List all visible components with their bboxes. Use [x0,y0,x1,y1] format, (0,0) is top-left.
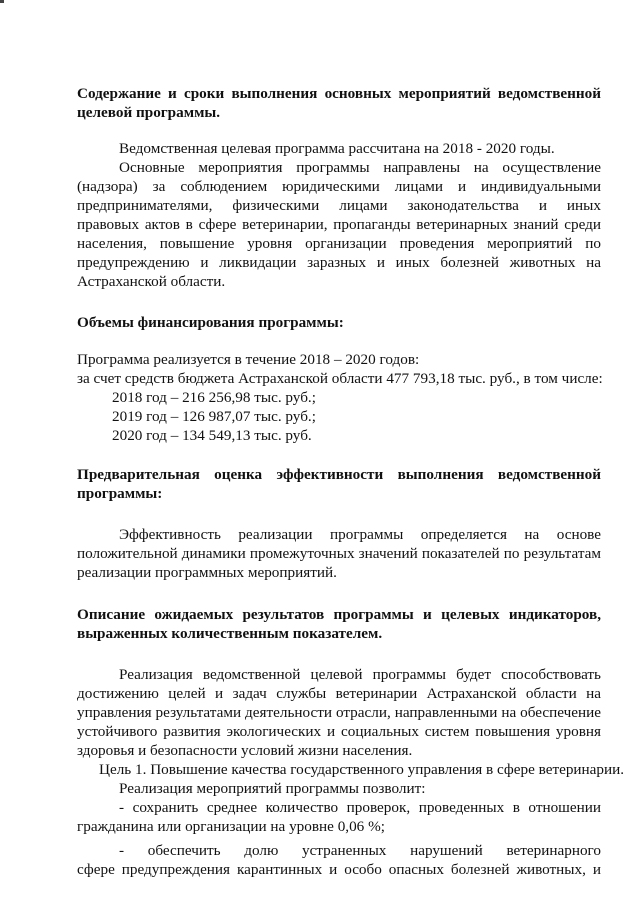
measures-line-6: предупреждению и ликвидации заразных и иных болезней животных на [77,254,601,271]
financing-year-2018: 2018 год – 216 256,98 тыс. руб.; [112,389,316,406]
heading-contents-line-1: Содержание и сроки выполнения основных мероприятий ведомственной [77,85,601,102]
heading-assessment-line-2: программы: [77,485,163,502]
measures-line-1: Основные мероприятия программы направлены на осуществление [119,159,601,176]
scan-corner-mark [0,0,4,3]
financing-period-line: Программа реализуется в течение 2018 – 2020 годов: [77,351,420,368]
heading-contents-line-2: целевой программы. [77,104,221,121]
measures-line-3: предпринимателями, физическими лицами законодательства и иных [77,197,601,214]
results-line-1: Реализация ведомственной целевой программы будет способствовать [119,666,601,683]
bullet-2-line-2: сфере предупреждения карантинных и особо опасных болезней животных, и [77,861,601,878]
assessment-line-1: Эффективность реализации программы определяется на основе [119,526,601,543]
assessment-line-2: положительной динамики промежуточных значений показателей по результатам [77,545,601,562]
results-line-5: здоровья и безопасности условий жизни населения. [77,742,413,759]
financing-year-2019: 2019 год – 126 987,07 тыс. руб.; [112,408,316,425]
financing-total-line: за счет средств бюджета Астраханской области 477 793,18 тыс. руб., в том числе: [77,370,603,387]
results-line-4: устойчивого развития экологических и социальных систем повышения уровня [77,723,601,740]
measures-line-5: населения, повышение уровня организации проведения мероприятий по [77,235,601,252]
measures-line-2: (надзора) за соблюдением юридическими лицами и индивидуальными [77,178,601,195]
goal-line: Цель 1. Повышение качества государственного управления в сфере ветеринарии. [99,761,625,778]
assessment-line-3: реализации программных мероприятий. [77,564,337,581]
period-sentence: Ведомственная целевая программа рассчитана на 2018 - 2020 годы. [119,140,555,157]
allows-line: Реализация мероприятий программы позволит: [119,780,426,797]
bullet-1-line-1: - сохранить среднее количество проверок, проведенных в отношении [119,799,601,816]
measures-line-4: правовых актов в сфере ветеринарии, пропаганды ветеринарных знаний среди [77,216,601,233]
heading-results-line-2: выраженных количественным показателем. [77,625,383,642]
heading-financing: Объемы финансирования программы: [77,314,344,331]
results-line-3: управления результатами деятельности отрасли, направленными на обеспечение [77,704,601,721]
measures-line-7: Астраханской области. [77,273,226,290]
results-line-2: достижению целей и задач службы ветеринарии Астраханской области на [77,685,601,702]
heading-results-line-1: Описание ожидаемых результатов программы и целевых индикаторов, [77,606,601,623]
financing-year-2020: 2020 год – 134 549,13 тыс. руб. [112,427,312,444]
bullet-2-line-1: - обеспечить долю устраненных нарушений ветеринарного [119,842,601,859]
bullet-1-line-2: гражданина или организации на уровне 0,06 %; [77,818,385,835]
heading-assessment-line-1: Предварительная оценка эффективности выполнения ведомственной [77,466,601,483]
